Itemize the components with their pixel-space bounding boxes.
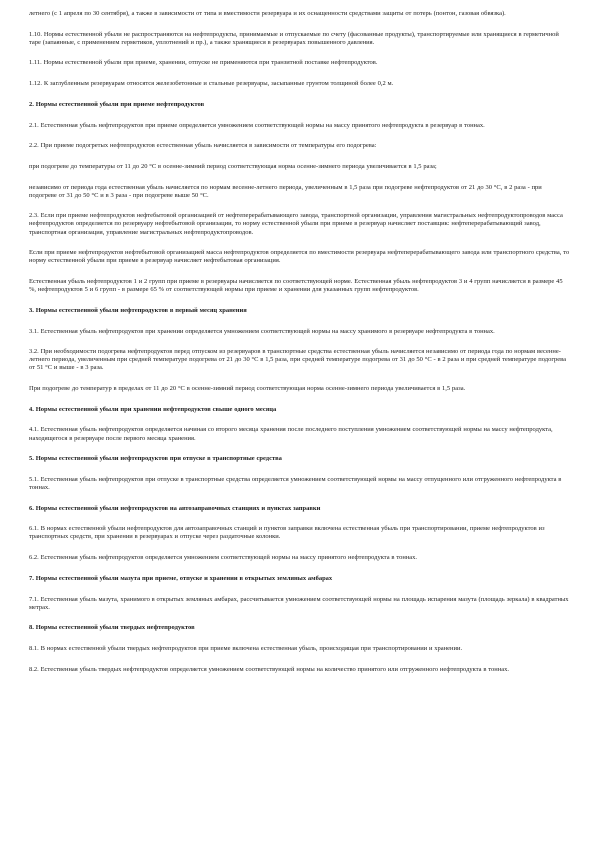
paragraph: 2.2. При приеме подогретых нефтепродуктов естественная убыль начисляется в зависимости от температуры его подогрева:	[29, 142, 377, 150]
paragraph: при подогреве до температуры от 11 до 20 °С в осенне-зимний период соответствующая норма осенне-зимнего периода увеличивается в 1,5 раза;	[29, 162, 437, 170]
paragraph: 3.1. Естественная убыль нефтепродуктов при хранении определяется умножением соответствующей нормы на массу хранимого в резервуаре нефтепродукта в тоннах.	[29, 327, 495, 335]
paragraph: 1.11. Нормы естественной убыли при приеме, хранении, отпуске не применяются при транзитной поставке нефтепродуктов.	[29, 59, 378, 67]
section-heading: 8. Нормы естественной убыли твердых нефтепродуктов	[29, 624, 195, 632]
paragraph: летнего (с 1 апреля по 30 сентября), а также в зависимости от типа и вместимости резервуара и их оснащенности средствами защиты от потерь (понтон, газовая обвязка).	[29, 10, 506, 17]
paragraph: 6.2. Естественная убыль нефтепродуктов определяется умножением соответствующей нормы на массу принятого нефтепродукта в тоннах.	[29, 554, 418, 562]
paragraph: 8.1. В нормах естественной убыли твердых нефтепродуктов при приеме включена естественная убыль, происходящая при транспортировании и хранении.	[29, 645, 463, 652]
paragraph: 1.10. Нормы естественной убыли не распространяются на нефтепродукты, принимаемые и отпускаемые по счету (фасованные продукты), транспортируемые или хранящиеся в герметичной таре (запаянные, с применением герметиков, уплотнений и пр.), а также хранящиеся в резервуарах повышенного давления.	[29, 30, 559, 46]
paragraph: 2.1. Естественная убыль нефтепродуктов при приеме определяется умножением соответствующей нормы на массу принятого нефтепродукта в резервуар в тоннах.	[29, 121, 485, 129]
section-heading: 2. Нормы естественной убыли при приеме нефтепродуктов	[29, 100, 205, 108]
paragraph: 1.12. К заглубленным резервуарам относятся железобетонные и стальные резервуары, засыпанные грунтом толщиной более 0,2 м.	[29, 80, 394, 88]
section-heading: 5. Нормы естественной убыли нефтепродуктов при отпуске в транспортные средства	[29, 455, 282, 463]
section-heading: 6. Нормы естественной убыли нефтепродуктов на автозаправочных станциях и пунктах заправки	[29, 504, 321, 512]
section-heading: 3. Нормы естественной убыли нефтепродуктов в первый месяц хранения	[29, 306, 247, 314]
paragraph: 7.1. Естественная убыль мазута, хранимого в открытых земляных амбарах, рассчитывается умножением соответствующей нормы на площадь испарения мазута (площадь зеркала) в квадратных метрах.	[29, 595, 569, 611]
paragraph: 8.2. Естественная убыль твердых нефтепродуктов определяется умножением соответствующей нормы на количество принятого или отгруженного нефтепродукта в тоннах.	[29, 665, 509, 673]
paragraph: независимо от периода года естественная убыль начисляется по нормам весенне-летнего периода, увеличенным в 1,5 раза при подогреве нефтепродуктов от 21 до 30 °С, в 2 раза - при подогреве от 31 до 50 °С и в 3 раза - при подогреве выше 50 °С.	[29, 183, 542, 199]
paragraph: 3.2. При необходимости подогрева нефтепродуктов перед отпуском из резервуаров в транспортные средства естественная убыль начисляется независимо от периода года по нормам весенне-летнего периода, увеличенным при средней температуре подогрева от 21 до 30 °С в 1,5 раза, при средней температуре подогрева от 31 до 50 °С - в 2 раза и при средней температуре подогрева от 51 °С и выше - в 3 раза.	[29, 348, 566, 372]
paragraph: Если при приеме нефтепродуктов нефтебытовой организацией масса нефтепродуктов определяется по вместимости резервуара нефтеперерабатывающего завода или транспортного средства, то норму естественной убыли при приеме в резервуар начисляет нефтебытовая организация.	[29, 249, 570, 265]
section-heading: 4. Нормы естественной убыли при хранении нефтепродуктов свыше одного месяца	[29, 405, 277, 413]
paragraph: 4.1. Естественная убыль нефтепродуктов определяется начиная со второго месяца хранения после последнего поступления умножением соответствующей нормы на массу нефтепродукта, находящегося в резервуаре после первого месяца хранения.	[29, 426, 553, 442]
paragraph: 6.1. В нормах естественной убыли нефтепродуктов для автозаправочных станций и пунктов заправки включена естественная убыль при транспортировании, приеме нефтепродуктов из транспортных средств, при хранении в резервуарах и отпуске через раздаточные колонки.	[29, 525, 545, 541]
section-heading: 7. Нормы естественной убыли мазута при приеме, отпуске и хранении в открытых земляных амбарах	[29, 574, 333, 582]
paragraph: При подогреве до температур в пределах от 11 до 20 °С в осенне-зимний период соответствующая норма осенне-зимнего периода увеличивается в 1,5 раза.	[29, 385, 466, 393]
paragraph: 5.1. Естественная убыль нефтепродуктов при отпуске в транспортные средства определяется умножением соответствующей нормы на массу отпущенного или отгруженного нефтепродукта в тоннах.	[29, 475, 562, 491]
paragraph: Естественная убыль нефтепродуктов 1 и 2 групп при приеме в резервуары начисляется по соответствующей норме. Естественная убыль нефтепродуктов 3 и 4 групп начисляется в размере 45 %, нефтепродуктов 5 и 6 групп - в размере 65 % от соответствующей нормы при приеме и хранении для указанных групп нефтепродуктов.	[29, 278, 563, 294]
paragraph: 2.3. Если при приеме нефтепродуктов нефтебытовой организацией от нефтеперерабатывающего завода, транспортной организации, управления магистральных нефтепродуктопроводов масса нефтепродуктов определяется по резервуару нефтебытовой организации, то норму естественной убыли при приеме в резервуар начисляет поставщик: нефтеперерабатывающий завод, транспортная организация, управление магистральных нефтепродуктопроводов.	[29, 212, 563, 236]
